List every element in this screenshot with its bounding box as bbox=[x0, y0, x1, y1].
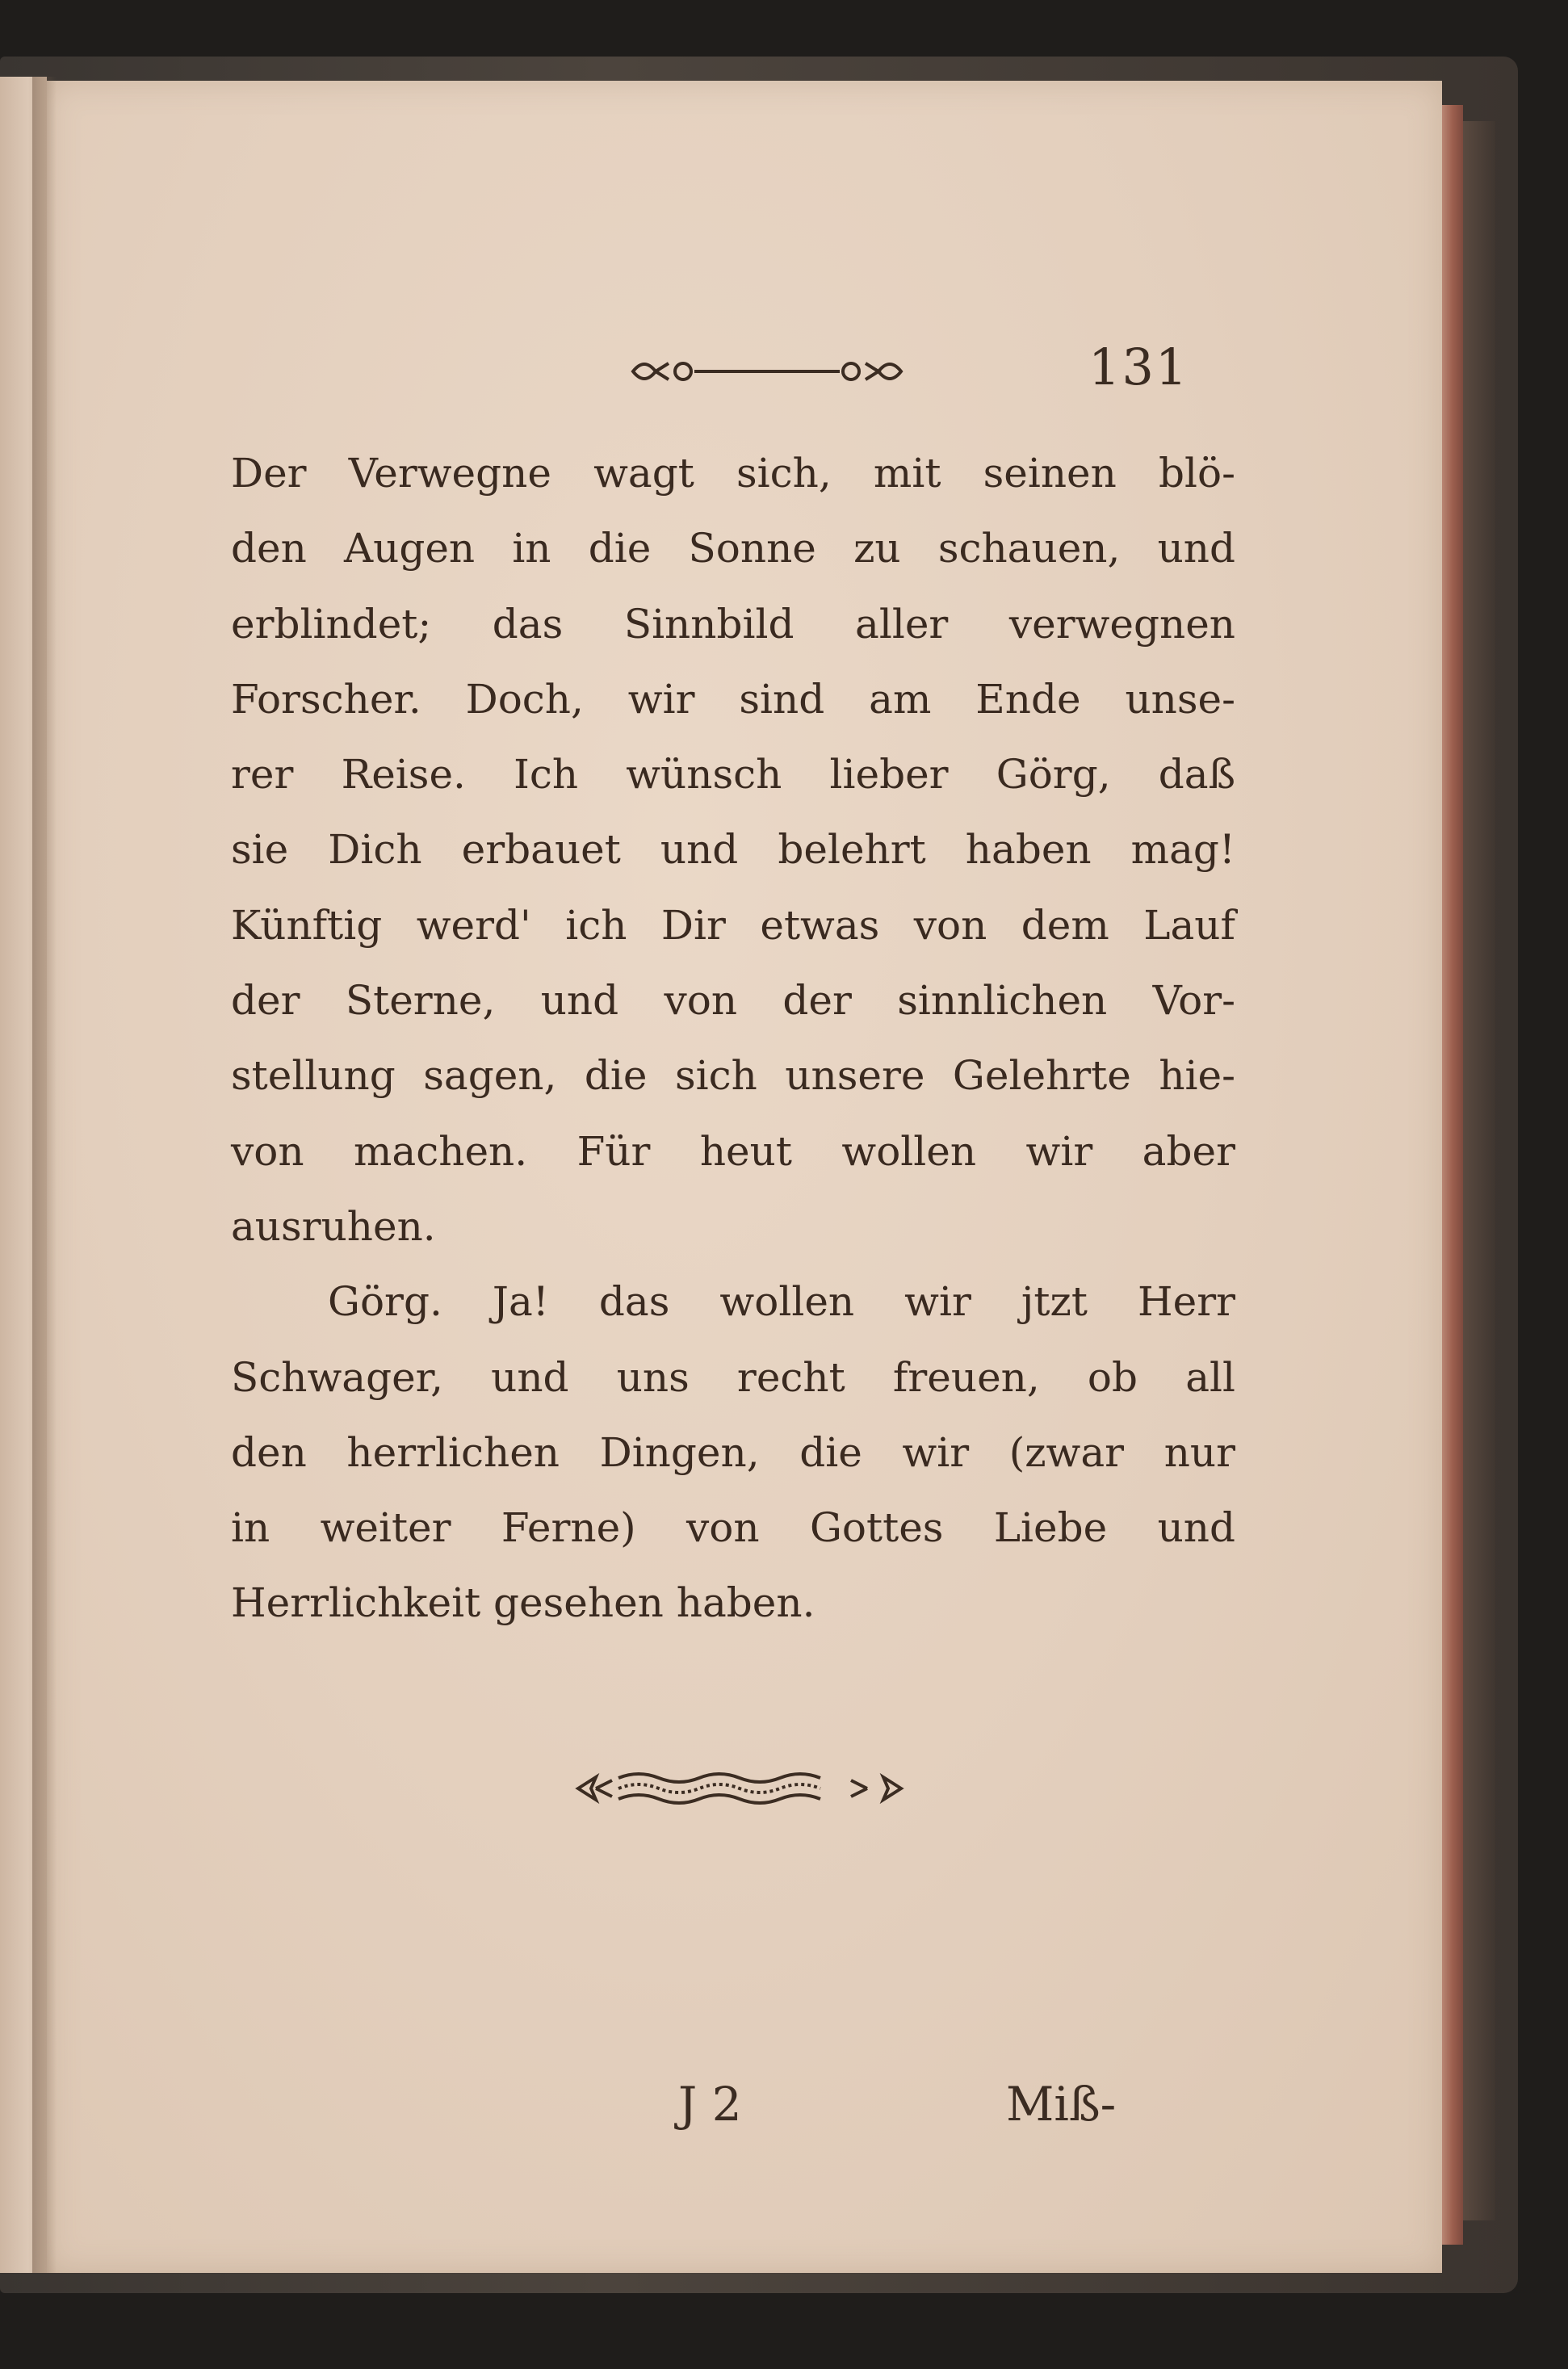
text-line: von machen. Für heut wollen wir aber bbox=[231, 1127, 1235, 1175]
text-line: in weiter Ferne) von Gottes Liebe und bbox=[231, 1504, 1235, 1552]
text-line: sie Dich erbauet und belehrt haben mag! bbox=[231, 826, 1235, 874]
signature-mark: J 2 bbox=[678, 2077, 742, 2132]
page-number: 131 bbox=[1088, 338, 1189, 396]
text-line: Künftig werd' ich Dir etwas von dem Lauf bbox=[231, 901, 1235, 949]
text-line: Forscher. Doch, wir sind am Ende unse- bbox=[231, 675, 1235, 723]
text-line: den Augen in die Sonne zu schauen, und bbox=[231, 525, 1235, 572]
binding-edge bbox=[1463, 121, 1495, 2220]
book-page bbox=[47, 81, 1442, 2273]
red-page-edge bbox=[1442, 105, 1463, 2245]
text-line: der Sterne, und von der sinnlichen Vor- bbox=[231, 977, 1235, 1025]
footer-vignette-icon bbox=[573, 1760, 906, 1817]
text-line: den herrlichen Dingen, die wir (zwar nur bbox=[231, 1428, 1235, 1476]
catchword: Miß- bbox=[1006, 2077, 1117, 2132]
text-line: Der Verwegne wagt sich, mit seinen blö- bbox=[231, 450, 1235, 497]
text-line: rer Reise. Ich wünsch lieber Görg, daß bbox=[231, 751, 1235, 799]
gutter-shadow bbox=[32, 77, 57, 2273]
text-line: ausruhen. bbox=[231, 1202, 436, 1250]
body-text bbox=[231, 436, 1235, 1642]
text-line: Herrlichkeit gesehen haben. bbox=[231, 1579, 815, 1627]
text-line: erblindet; das Sinnbild aller verwegnen bbox=[231, 600, 1235, 648]
text-line: Görg. Ja! das wollen wir jtzt Herr bbox=[328, 1278, 1235, 1326]
page-header bbox=[47, 338, 1442, 410]
page-footer bbox=[47, 2077, 1442, 2149]
text-line: stellung sagen, die sich unsere Gelehrte hie- bbox=[231, 1052, 1235, 1100]
text-line: Schwager, und uns recht freuen, ob all bbox=[231, 1353, 1235, 1401]
header-ornament-icon bbox=[627, 347, 908, 396]
